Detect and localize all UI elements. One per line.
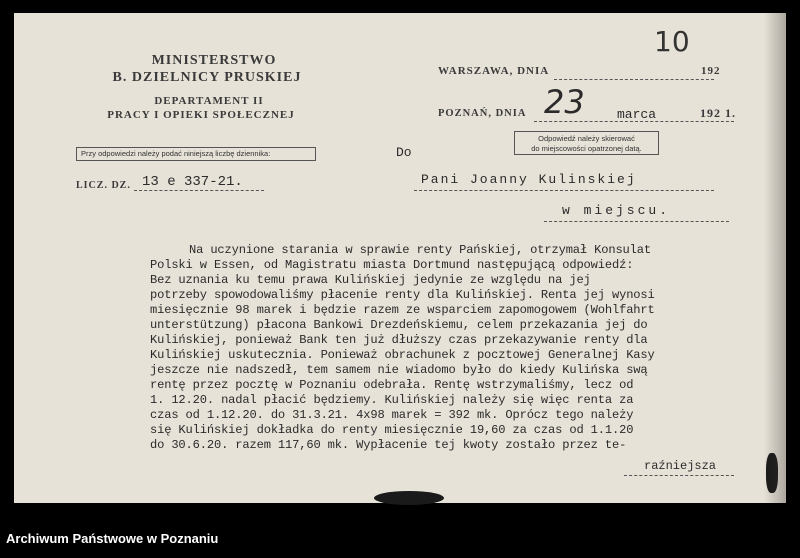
body-line: się Kulińskiej dokładka do renty miesięcznie 19,60 za czas od 1.1.20 (150, 423, 634, 437)
recipient-name: Pani Joanny Kulinskiej (421, 172, 637, 187)
continuation-word: raźniejsza (644, 459, 717, 473)
body-line: miesięcznie 98 marek i będzie razem ze wsparciem zapomogowem (Wohlfahrt (150, 303, 655, 317)
letterhead-district: B. DZIELNICY PRUSKIEJ (112, 70, 302, 85)
body-line: unterstützung) płacona Bankowi Drezdeńskiemu, celem przekazania jej do (150, 318, 648, 332)
address-note-box (514, 131, 659, 155)
body-line: do 30.6.20. razem 117,60 mk. Wypłacenie tej kwoty zostało przez te- (150, 438, 627, 452)
body-line: Kulińskiej, ponieważ Bank ten już dłuższy czas przekazywanie renty dla (150, 333, 648, 347)
date-year: 192 1. (700, 106, 736, 120)
archive-footer (0, 518, 800, 558)
body-line: czas od 1.12.20. do 31.3.21. 4x98 marek = 392 mk. Oprócz tego należy (150, 408, 634, 422)
body-line: potrzeby spowodowaliśmy płacenie renty dla Kulińskiej. Renta jej wynosi (150, 288, 655, 302)
letterhead-department: DEPARTAMENT II (154, 95, 264, 107)
body-line: Polski w Essen, od Magistratu miasta Dortmund następującą odpowiedź: (150, 258, 634, 272)
recipient-place: w miejscu. (562, 203, 671, 218)
annotation-number: 10 (654, 25, 690, 58)
reply-reference-box (76, 147, 316, 161)
letter-page (14, 13, 786, 503)
warsaw-year: 192 (701, 65, 721, 77)
body-line: Bez uznania ku temu prawa Kulińskiej jedynie ze względu na jej (150, 273, 591, 287)
body-line: Na uczynione starania w sprawie renty Pańskiej, otrzymał Konsulat (189, 243, 651, 257)
body-line: rentę przez pocztę w Poznaniu odebrała. Rentę wstrzymaliśmy, lecz od (150, 378, 634, 392)
address-note-line1: Odpowiedź należy skierować (538, 134, 635, 143)
to-label: Do (396, 145, 412, 160)
body-line: jeszcze nie nadszedł, tem samem nie wiadomo było do kiedy Kulińska swą (150, 363, 648, 377)
warsaw-label: WARSZAWA, DNIA (438, 65, 550, 77)
ink-blot (374, 491, 444, 505)
reply-reference-note: Przy odpowiedzi należy podać niniejszą liczbę dziennika: (81, 149, 271, 158)
poznan-label: POZNAŃ, DNIA (438, 108, 527, 119)
archive-caption: Archiwum Państwowe w Poznaniu (6, 531, 219, 546)
body-line: Kulińskiej uskutecznia. Ponieważ obrachunek z pocztowej Generalnej Kasy (150, 348, 655, 362)
date-month: marca (617, 107, 657, 122)
letterhead-ministry: MINISTERSTWO (151, 53, 277, 68)
address-note-line2: do miejscowości opatrzonej datą. (531, 144, 642, 153)
ink-blot (766, 453, 778, 493)
ref-value: 13 e 337-21. (142, 174, 243, 190)
date-day: 23 (544, 83, 585, 121)
body-line: 1. 12.20. nadal płacić będziemy. Kulińskiej należy się więc renta za (150, 393, 634, 407)
ref-label: LICZ. DZ. (76, 180, 131, 191)
letterhead-labor: PRACY I OPIEKI SPOŁECZNEJ (107, 109, 295, 121)
